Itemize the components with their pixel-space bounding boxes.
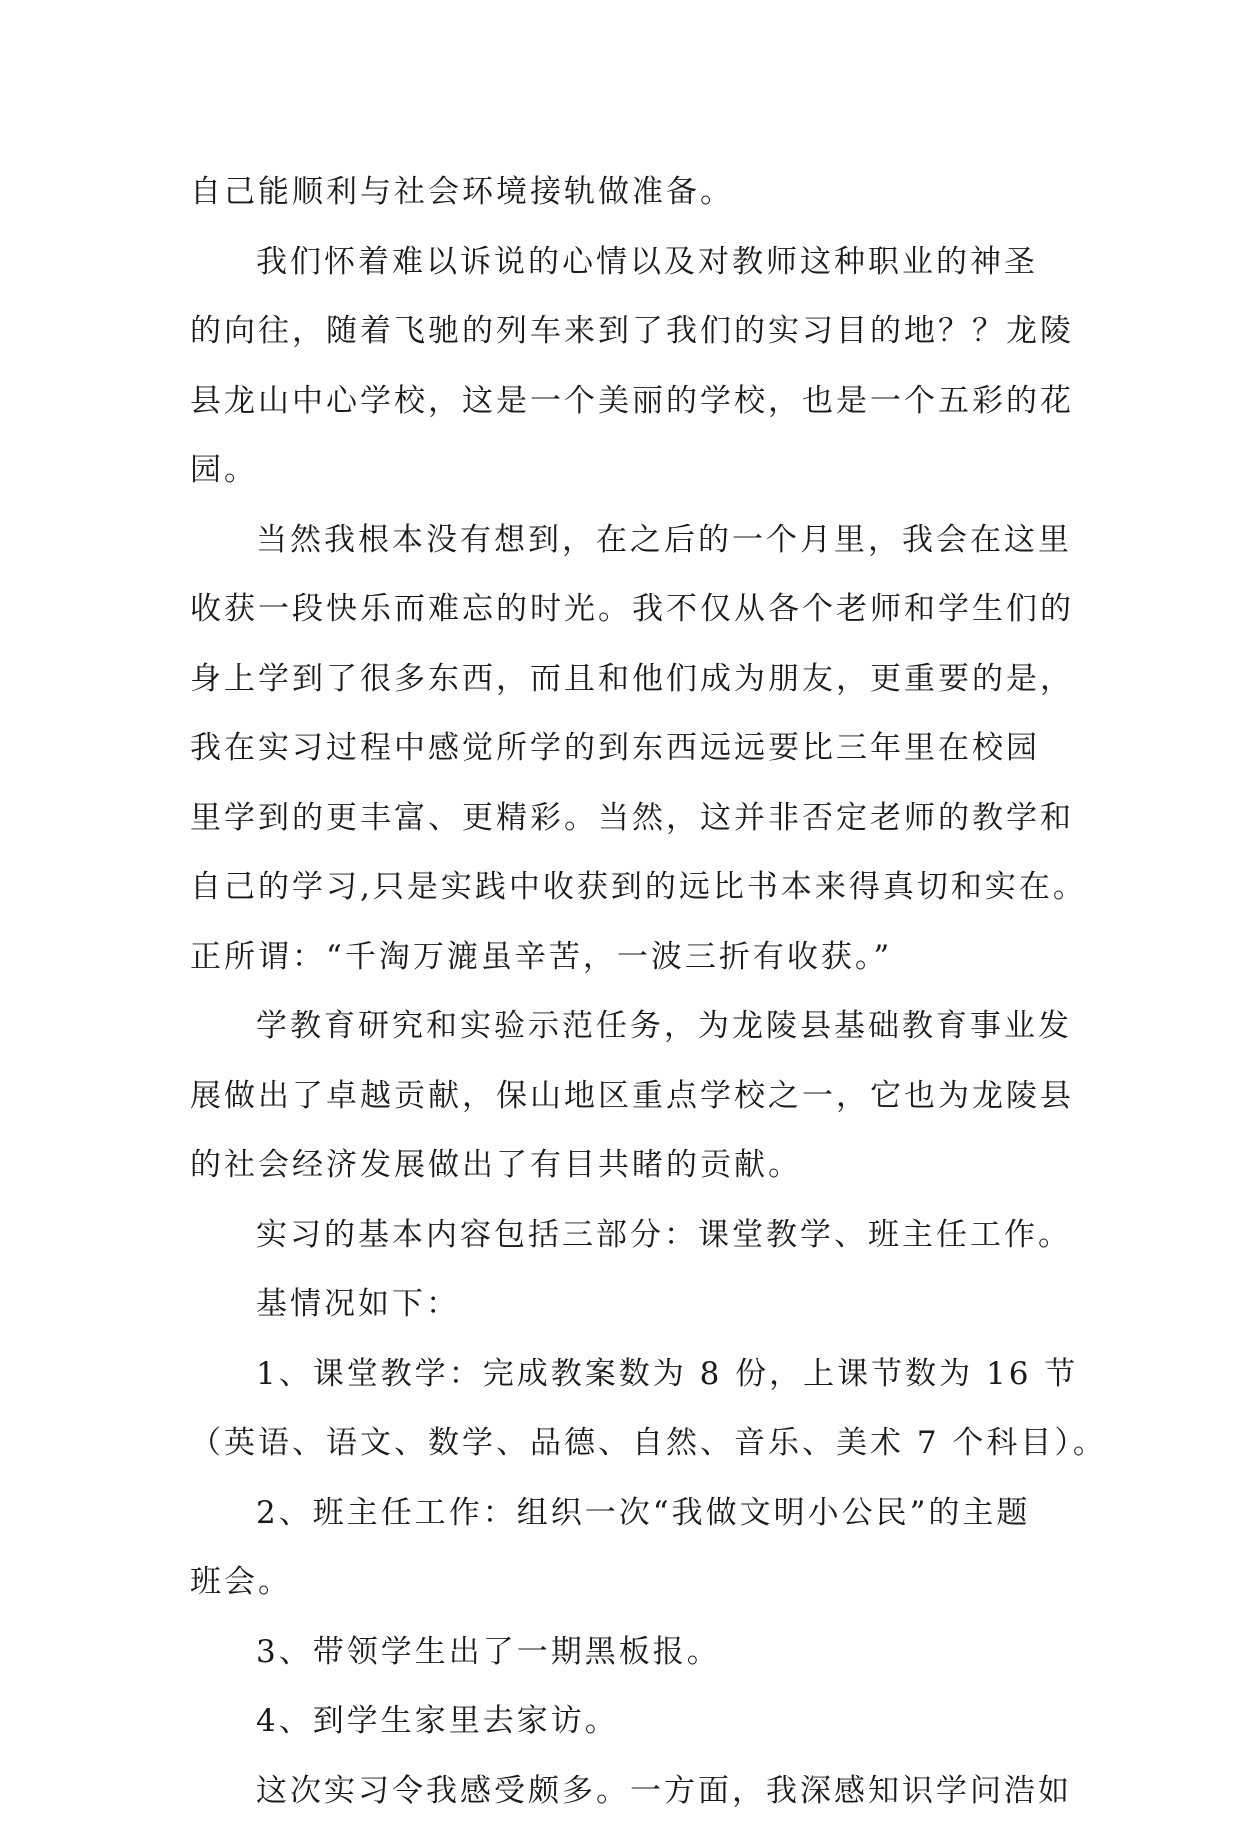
text-line: 2、班主任工作：组织一次“我做文明小公民”的主题	[190, 1479, 1070, 1549]
text-line: 自己的学习,只是实践中收获到的远比书本来得真切和实在。	[190, 853, 1070, 923]
text-line: 当然我根本没有想到，在之后的一个月里，我会在这里	[190, 506, 1070, 576]
text-line: 的社会经济发展做出了有目共睹的贡献。	[190, 1131, 1070, 1201]
text-line: （英语、语文、数学、品德、自然、音乐、美术 7 个科目）。	[190, 1409, 1070, 1479]
text-line: 自己能顺利与社会环境接轨做准备。	[190, 158, 1070, 228]
text-line: 园。	[190, 436, 1070, 506]
text-line: 3、带领学生出了一期黑板报。	[190, 1618, 1070, 1688]
text-line: 实习的基本内容包括三部分：课堂教学、班主任工作。	[190, 1201, 1070, 1271]
text-line: 正所谓：“千淘万漉虽辛苦，一波三折有收获。”	[190, 923, 1070, 993]
text-line: 基情况如下：	[190, 1270, 1070, 1340]
text-line: 里学到的更丰富、更精彩。当然，这并非否定老师的教学和	[190, 784, 1070, 854]
text-line: 学教育研究和实验示范任务，为龙陵县基础教育事业发	[190, 992, 1070, 1062]
text-line: 4、到学生家里去家访。	[190, 1687, 1070, 1757]
text-line: 的向往，随着飞驰的列车来到了我们的实习目的地？？龙陵	[190, 297, 1070, 367]
text-line: 1、课堂教学：完成教案数为 8 份，上课节数为 16 节	[190, 1340, 1070, 1410]
text-line: 县龙山中心学校，这是一个美丽的学校，也是一个五彩的花	[190, 367, 1070, 437]
text-line: 我们怀着难以诉说的心情以及对教师这种职业的神圣	[190, 228, 1070, 298]
text-line: 这次实习令我感受颇多。一方面，我深感知识学问浩如	[190, 1757, 1070, 1826]
text-line: 我在实习过程中感觉所学的到东西远远要比三年里在校园	[190, 714, 1070, 784]
text-line: 展做出了卓越贡献，保山地区重点学校之一，它也为龙陵县	[190, 1062, 1070, 1132]
text-line: 收获一段快乐而难忘的时光。我不仅从各个老师和学生们的	[190, 575, 1070, 645]
text-line: 班会。	[190, 1548, 1070, 1618]
body-text	[190, 158, 1070, 1826]
text-line: 身上学到了很多东西，而且和他们成为朋友，更重要的是，	[190, 645, 1070, 715]
